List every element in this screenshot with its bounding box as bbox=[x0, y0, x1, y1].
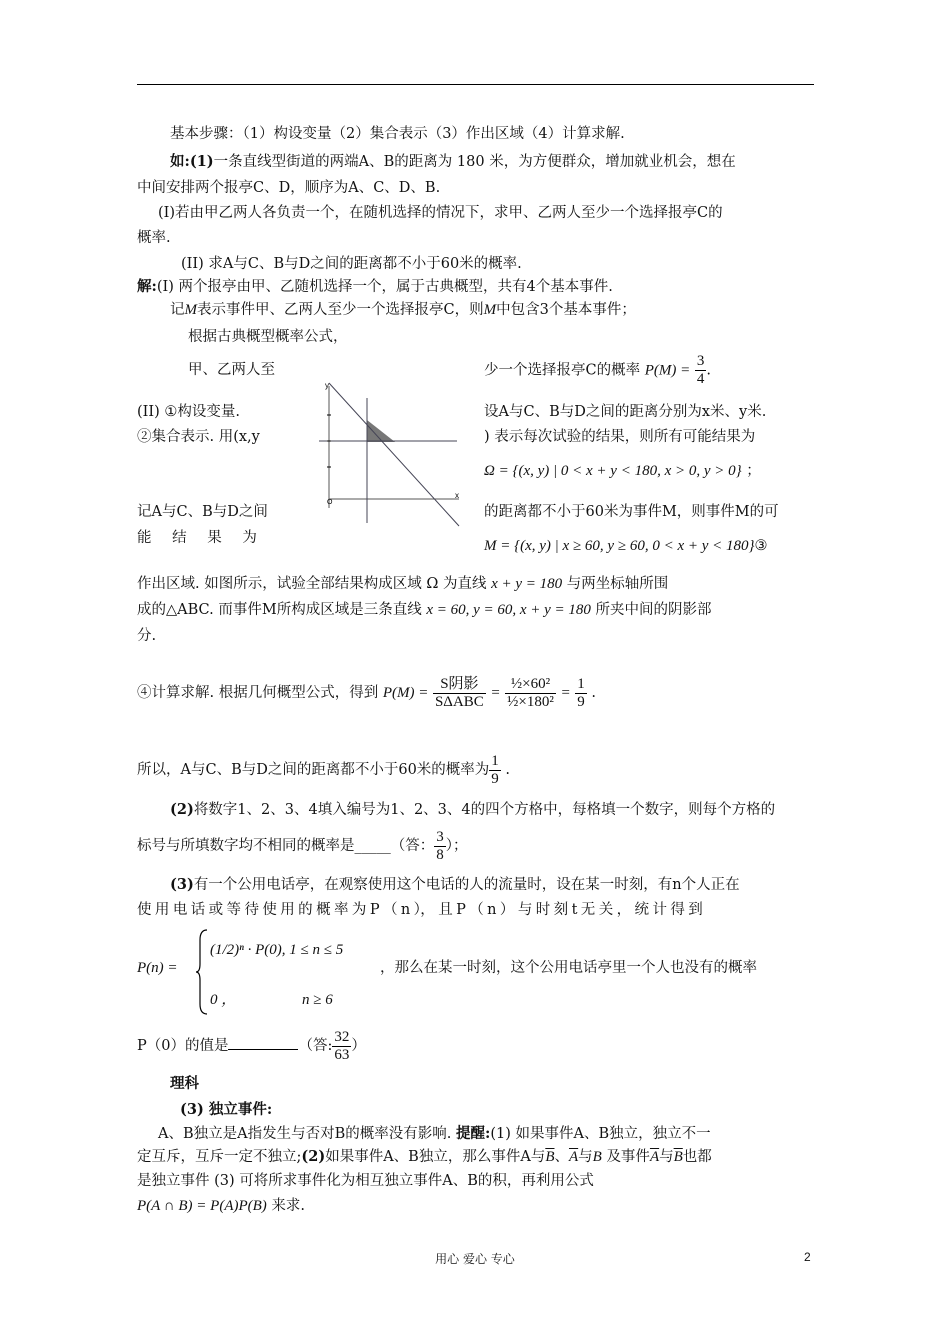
header-rule bbox=[137, 84, 814, 85]
pn-case-1: (1/2)ⁿ · P(0), 1 ≤ n ≤ 5 bbox=[210, 942, 344, 958]
example-3: (3)有一个公用电话亭，在观察使用这个电话的人的流量时，设在某一时刻，有n个人正在 bbox=[170, 876, 740, 893]
question-1: (I)若由甲乙两人各负责一个，在随机选择的情况下，求甲、乙两人至少一个选择报亭C的 bbox=[158, 205, 723, 221]
part-ii-step-4: 能 结 果 为 bbox=[137, 530, 257, 546]
fraction-1-9-b: $\frac{1}{9}$ bbox=[491, 752, 499, 787]
fraction-60-180: $\frac{\text{½×60²}}{\text{½×180²}}$ bbox=[507, 675, 554, 710]
section-independent-events: (3) 独立事件: bbox=[180, 1101, 273, 1118]
y-axis-label: y bbox=[325, 381, 329, 390]
part-ii-step-2-right: ) 表示每次试验的结果，则所有可能结果为 bbox=[484, 429, 756, 445]
solution-1: 解:(I) 两个报亭由甲、乙随机选择一个，属于古典概型，共有4个基本事件. bbox=[137, 278, 613, 295]
section-science: 理科 bbox=[170, 1075, 199, 1092]
part-ii-step-2: ②集合表示. 用(x,y bbox=[137, 429, 260, 445]
question-1-cont: 概率. bbox=[137, 230, 171, 246]
region-description-end: 分. bbox=[137, 628, 157, 644]
pn-lhs: P(n) = bbox=[137, 960, 178, 976]
page-number: 2 bbox=[804, 1250, 811, 1264]
fraction-1-9-a: $\frac{1}{9}$ bbox=[577, 675, 585, 710]
region-description-cont: 成的△ABC. 而事件M所构成区域是三条直线 x = 60, y = 60, x + y = 180 所夹中间的阴影部 bbox=[137, 602, 712, 618]
solution-4-left: 甲、乙两人至 bbox=[188, 362, 275, 378]
pn-case-2-condition: n ≥ 6 bbox=[302, 992, 333, 1008]
region-description: 作出区域. 如图所示，试验全部结果构成区域 Ω 为直线 x + y = 180 与两坐标轴所围 bbox=[137, 576, 669, 592]
geometric-probability: ④计算求解. 根据几何概型公式，得到 P(M) = $\frac{\text{S阴影}}{\text{SΔABC}}$ = $\frac{\text{½×60²}}{\text{½×180²}}$ = $\frac{1}{9}$ . bbox=[137, 675, 596, 710]
fraction-3-4: $\frac{3}{4}$ bbox=[696, 353, 705, 387]
fraction-area-ratio: $\frac{\text{S阴影}}{\text{SΔABC}}$ bbox=[434, 675, 484, 710]
independence-formula: P(A ∩ B) = P(A)P(B) 来求. bbox=[137, 1198, 306, 1214]
example-2-cont: 标号与所填数字均不相同的概率是_____（答： $\frac{3}{8}$ ）； bbox=[137, 828, 468, 863]
conclusion: 所以，A与C、B与D之间的距离都不小于60米的概率为 $\frac{1}{9}$ . bbox=[137, 752, 511, 787]
example-3-question: ，那么在某一时刻，这个公用电话亭里一个人也没有的概率 bbox=[380, 960, 757, 976]
fraction-3-8: $\frac{3}{8}$ bbox=[436, 828, 444, 863]
x-axis-label: x bbox=[455, 491, 459, 500]
solution-3: 根据古典概型概率公式， bbox=[188, 329, 348, 345]
pn-case-2: 0 ， bbox=[210, 992, 237, 1008]
basic-steps: 基本步骤：（1）构设变量（2）集合表示（3）作出区域（4）计算求解. bbox=[170, 126, 625, 142]
answer-blank bbox=[228, 1036, 298, 1050]
example-3-cont: 使 用 电 话 或 等 待 使 用 的 概 率 为 P （ n ）， 且 P （ n ） 与 时 刻 t 无 关 ， 统 计 得 到 bbox=[137, 902, 703, 918]
shaded-region bbox=[367, 420, 395, 442]
part-ii-step-3: 记A与C、B与D之间 bbox=[137, 504, 268, 520]
independence-def-formula-intro: 是独立事件 (3) 可将所求事件化为相互独立事件A、B的积，再利用公式 bbox=[137, 1173, 594, 1189]
event-m-definition: M = {(x, y) | x ≥ 60, y ≥ 60, 0 < x + y < 180}③ bbox=[484, 538, 768, 554]
part-ii-step-1-right: 设A与C、B与D之间的距离分别为x米、y米. bbox=[484, 404, 767, 420]
fraction-32-63: $\frac{32}{63}$ bbox=[334, 1028, 350, 1063]
solution-2: 记M表示事件甲、乙两人至少一个选择报亭C，则M中包含3个基本事件； bbox=[170, 302, 636, 318]
part-ii-step-1: (II) ①构设变量. bbox=[137, 404, 240, 420]
solution-4-right: 少一个选择报亭C的概率 P(M) = $\frac{3}{4}$ . bbox=[484, 353, 711, 387]
independence-def-cont: 定互斥，互斥一定不独立;(2)如果事件A、B独立，那么事件A与$\overline{B}$、$\overline{A}$与B 及事件$\overline{A}$与$\overline{B}$也都 bbox=[137, 1148, 712, 1165]
example-1-intro: 如:(1)一条直线型街道的两端A、B的距离为 180 米，为方便群众，增加就业机会，想在 bbox=[170, 153, 736, 170]
line-x-plus-y bbox=[329, 383, 459, 526]
piecewise-brace bbox=[195, 928, 209, 1016]
omega-definition: Ω = {(x, y) | 0 < x + y < 180, x > 0, y > 0} ； bbox=[484, 463, 761, 479]
example-3-answer: P（0）的值是 （答: $\frac{32}{63}$ ） bbox=[137, 1028, 366, 1063]
origin-label: O bbox=[327, 499, 333, 506]
example-1-intro-cont: 中间安排两个报亭C、D，顺序为A、C、D、B. bbox=[137, 180, 441, 196]
example-2: (2)将数字1、2、3、4填入编号为1、2、3、4的四个方格中，每格填一个数字，则每个方格的 bbox=[170, 801, 776, 818]
page-footer: 用心 爱心 专心 bbox=[435, 1252, 515, 1266]
independence-def: A、B独立是A指发生与否对B的概率没有影响. 提醒:(1) 如果事件A、B独立，独立不一 bbox=[158, 1125, 711, 1142]
part-ii-step-3-right: 的距离都不小于60米为事件M，则事件M的可 bbox=[484, 504, 779, 520]
question-2: (II) 求A与C、B与D之间的距离都不小于60米的概率. bbox=[181, 256, 522, 272]
region-graph bbox=[317, 378, 467, 528]
